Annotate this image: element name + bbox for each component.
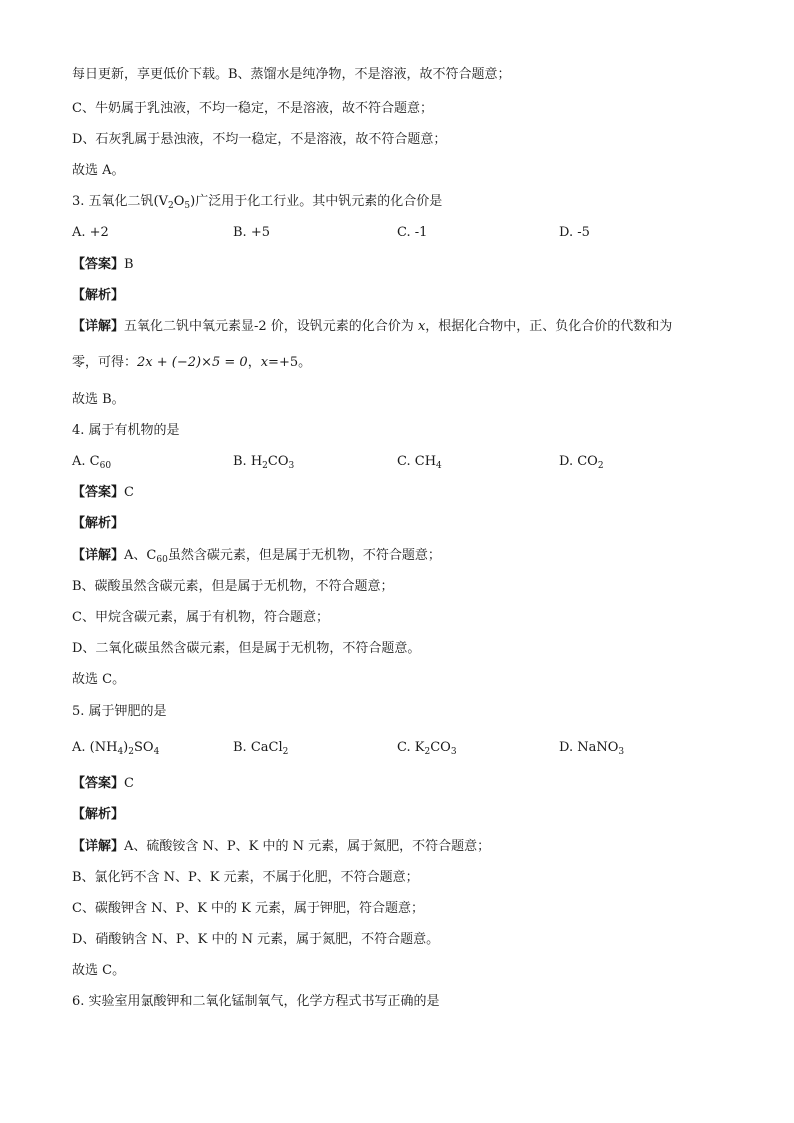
subscript: 2 — [128, 747, 134, 757]
q3-stem-text: O — [173, 194, 185, 209]
subscript: 3 — [288, 461, 295, 471]
q3-option-d: D. -5 — [559, 225, 590, 240]
subscript: 2 — [597, 461, 604, 471]
q5-option-c — [397, 739, 457, 757]
q5-detail-line-1 — [72, 838, 490, 856]
text-line: 每日更新，享更低价下载。B、蒸馏水是纯净物，不是溶液，故不符合题意； — [72, 67, 511, 82]
detail-text: ，根据化合物中，正、负化合价的代数和为 — [425, 319, 673, 334]
text-line: 故选 A。 — [72, 163, 125, 178]
q3-option-c: C. -1 — [397, 225, 428, 240]
option-text: ) — [123, 740, 129, 755]
variable-x: x — [417, 319, 426, 334]
q4-detail-line-3: C、甲烷含碳元素，属于有机物，符合题意； — [72, 610, 329, 625]
q4-option-a — [72, 453, 111, 471]
detail-text: =+5。 — [268, 355, 312, 370]
question-6-stem: 6. 实验室用氯酸钾和二氧化锰制氧气，化学方程式书写正确的是 — [72, 994, 440, 1009]
detail-text: A、硫酸铵含 N、P、K 中的 N 元素，属于氮肥，不符合题意； — [124, 839, 491, 854]
option-text: B. CaCl — [233, 740, 283, 755]
detail-tag: 【详解】 — [72, 548, 125, 563]
q3-answer — [72, 256, 134, 274]
q5-analysis-tag — [72, 806, 124, 824]
option-text: D. NaNO — [559, 740, 619, 755]
detail-text: 五氧化二钒中氧元素显-2 价，设钒元素的化合价为 — [124, 319, 418, 334]
subscript: 2 — [168, 201, 174, 211]
variable-x: x — [260, 355, 269, 370]
option-text: C. K — [397, 740, 425, 755]
question-4-stem: 4. 属于有机物的是 — [72, 423, 180, 438]
detail-text: 虽然含碳元素，但是属于无机物，不符合题意； — [167, 548, 441, 563]
equation: 2x + (−2)×5 = 0 — [137, 355, 248, 370]
q4-analysis-tag — [72, 515, 124, 533]
q5-answer — [72, 775, 134, 793]
q4-answer — [72, 484, 134, 502]
option-text: A. (NH — [72, 740, 118, 755]
subscript: 2 — [424, 747, 431, 757]
q5-option-b — [233, 739, 288, 757]
question-3-stem — [72, 193, 442, 211]
subscript: 4 — [117, 747, 124, 757]
option-text: C. CH — [397, 454, 437, 469]
q5-detail-line-2: B、氯化钙不含 N、P、K 元素，不属于化肥，不符合题意； — [72, 870, 419, 885]
answer-value: C — [124, 776, 134, 791]
answer-value: C — [124, 485, 134, 500]
subscript: 60 — [156, 555, 168, 565]
detail-text: ， — [247, 355, 261, 370]
subscript: 2 — [282, 747, 289, 757]
option-text: B. H — [233, 454, 263, 469]
q4-option-c — [397, 453, 442, 471]
subscript: 4 — [153, 747, 160, 757]
analysis-tag: 【解析】 — [72, 516, 125, 531]
detail-tag: 【详解】 — [72, 319, 125, 334]
answer-value: B — [124, 257, 134, 272]
subscript: 5 — [184, 201, 191, 211]
q5-conclusion: 故选 C。 — [72, 963, 126, 978]
q4-conclusion: 故选 C。 — [72, 672, 126, 687]
q4-option-b — [233, 453, 294, 471]
q4-detail-line-1 — [72, 547, 441, 565]
subscript: 3 — [618, 747, 625, 757]
text-line: C、牛奶属于乳浊液，不均一稳定，不是溶液，故不符合题意； — [72, 101, 433, 116]
q3-option-a: A. +2 — [72, 225, 109, 240]
q3-option-b: B. +5 — [233, 225, 270, 240]
subscript: 2 — [262, 461, 268, 471]
option-text: CO — [430, 740, 451, 755]
answer-tag: 【答案】 — [72, 257, 125, 272]
q4-detail-line-2: B、碳酸虽然含碳元素，但是属于无机物，不符合题意； — [72, 579, 394, 594]
option-text: D. CO — [559, 454, 598, 469]
analysis-tag: 【解析】 — [72, 807, 125, 822]
q3-stem-text: )广泛用于化工行业。其中钒元素的化合价是 — [190, 194, 443, 209]
q3-analysis-tag — [72, 287, 124, 305]
detail-text: 零，可得： — [72, 355, 138, 370]
q3-conclusion: 故选 B。 — [72, 392, 125, 407]
q5-option-d — [559, 739, 624, 757]
detail-tag: 【详解】 — [72, 839, 125, 854]
q5-option-a — [72, 739, 159, 757]
analysis-tag: 【解析】 — [72, 288, 125, 303]
question-5-stem: 5. 属于钾肥的是 — [72, 704, 167, 719]
q4-detail-line-4: D、二氧化碳虽然含碳元素，但是属于无机物，不符合题意。 — [72, 641, 421, 656]
q3-detail-line-1 — [72, 318, 672, 336]
subscript: 4 — [436, 461, 442, 471]
option-text: CO — [267, 454, 289, 469]
option-text: SO — [133, 740, 154, 755]
q5-detail-line-3: C、碳酸钾含 N、P、K 中的 K 元素，属于钾肥，符合题意； — [72, 901, 425, 916]
subscript: 3 — [450, 747, 457, 757]
q4-option-d — [559, 453, 604, 471]
q5-detail-line-4: D、硝酸钠含 N、P、K 中的 N 元素，属于氮肥，不符合题意。 — [72, 932, 440, 947]
detail-text: A、C — [124, 548, 157, 563]
q3-stem-text: 3. 五氧化二钒(V — [72, 194, 168, 209]
q3-detail-line-2 — [72, 354, 311, 372]
text-line: D、石灰乳属于悬浊液，不均一稳定，不是溶液，故不符合题意； — [72, 132, 447, 147]
subscript: 60 — [99, 461, 112, 471]
option-text: A. C — [72, 454, 100, 469]
answer-tag: 【答案】 — [72, 776, 125, 791]
answer-tag: 【答案】 — [72, 485, 125, 500]
